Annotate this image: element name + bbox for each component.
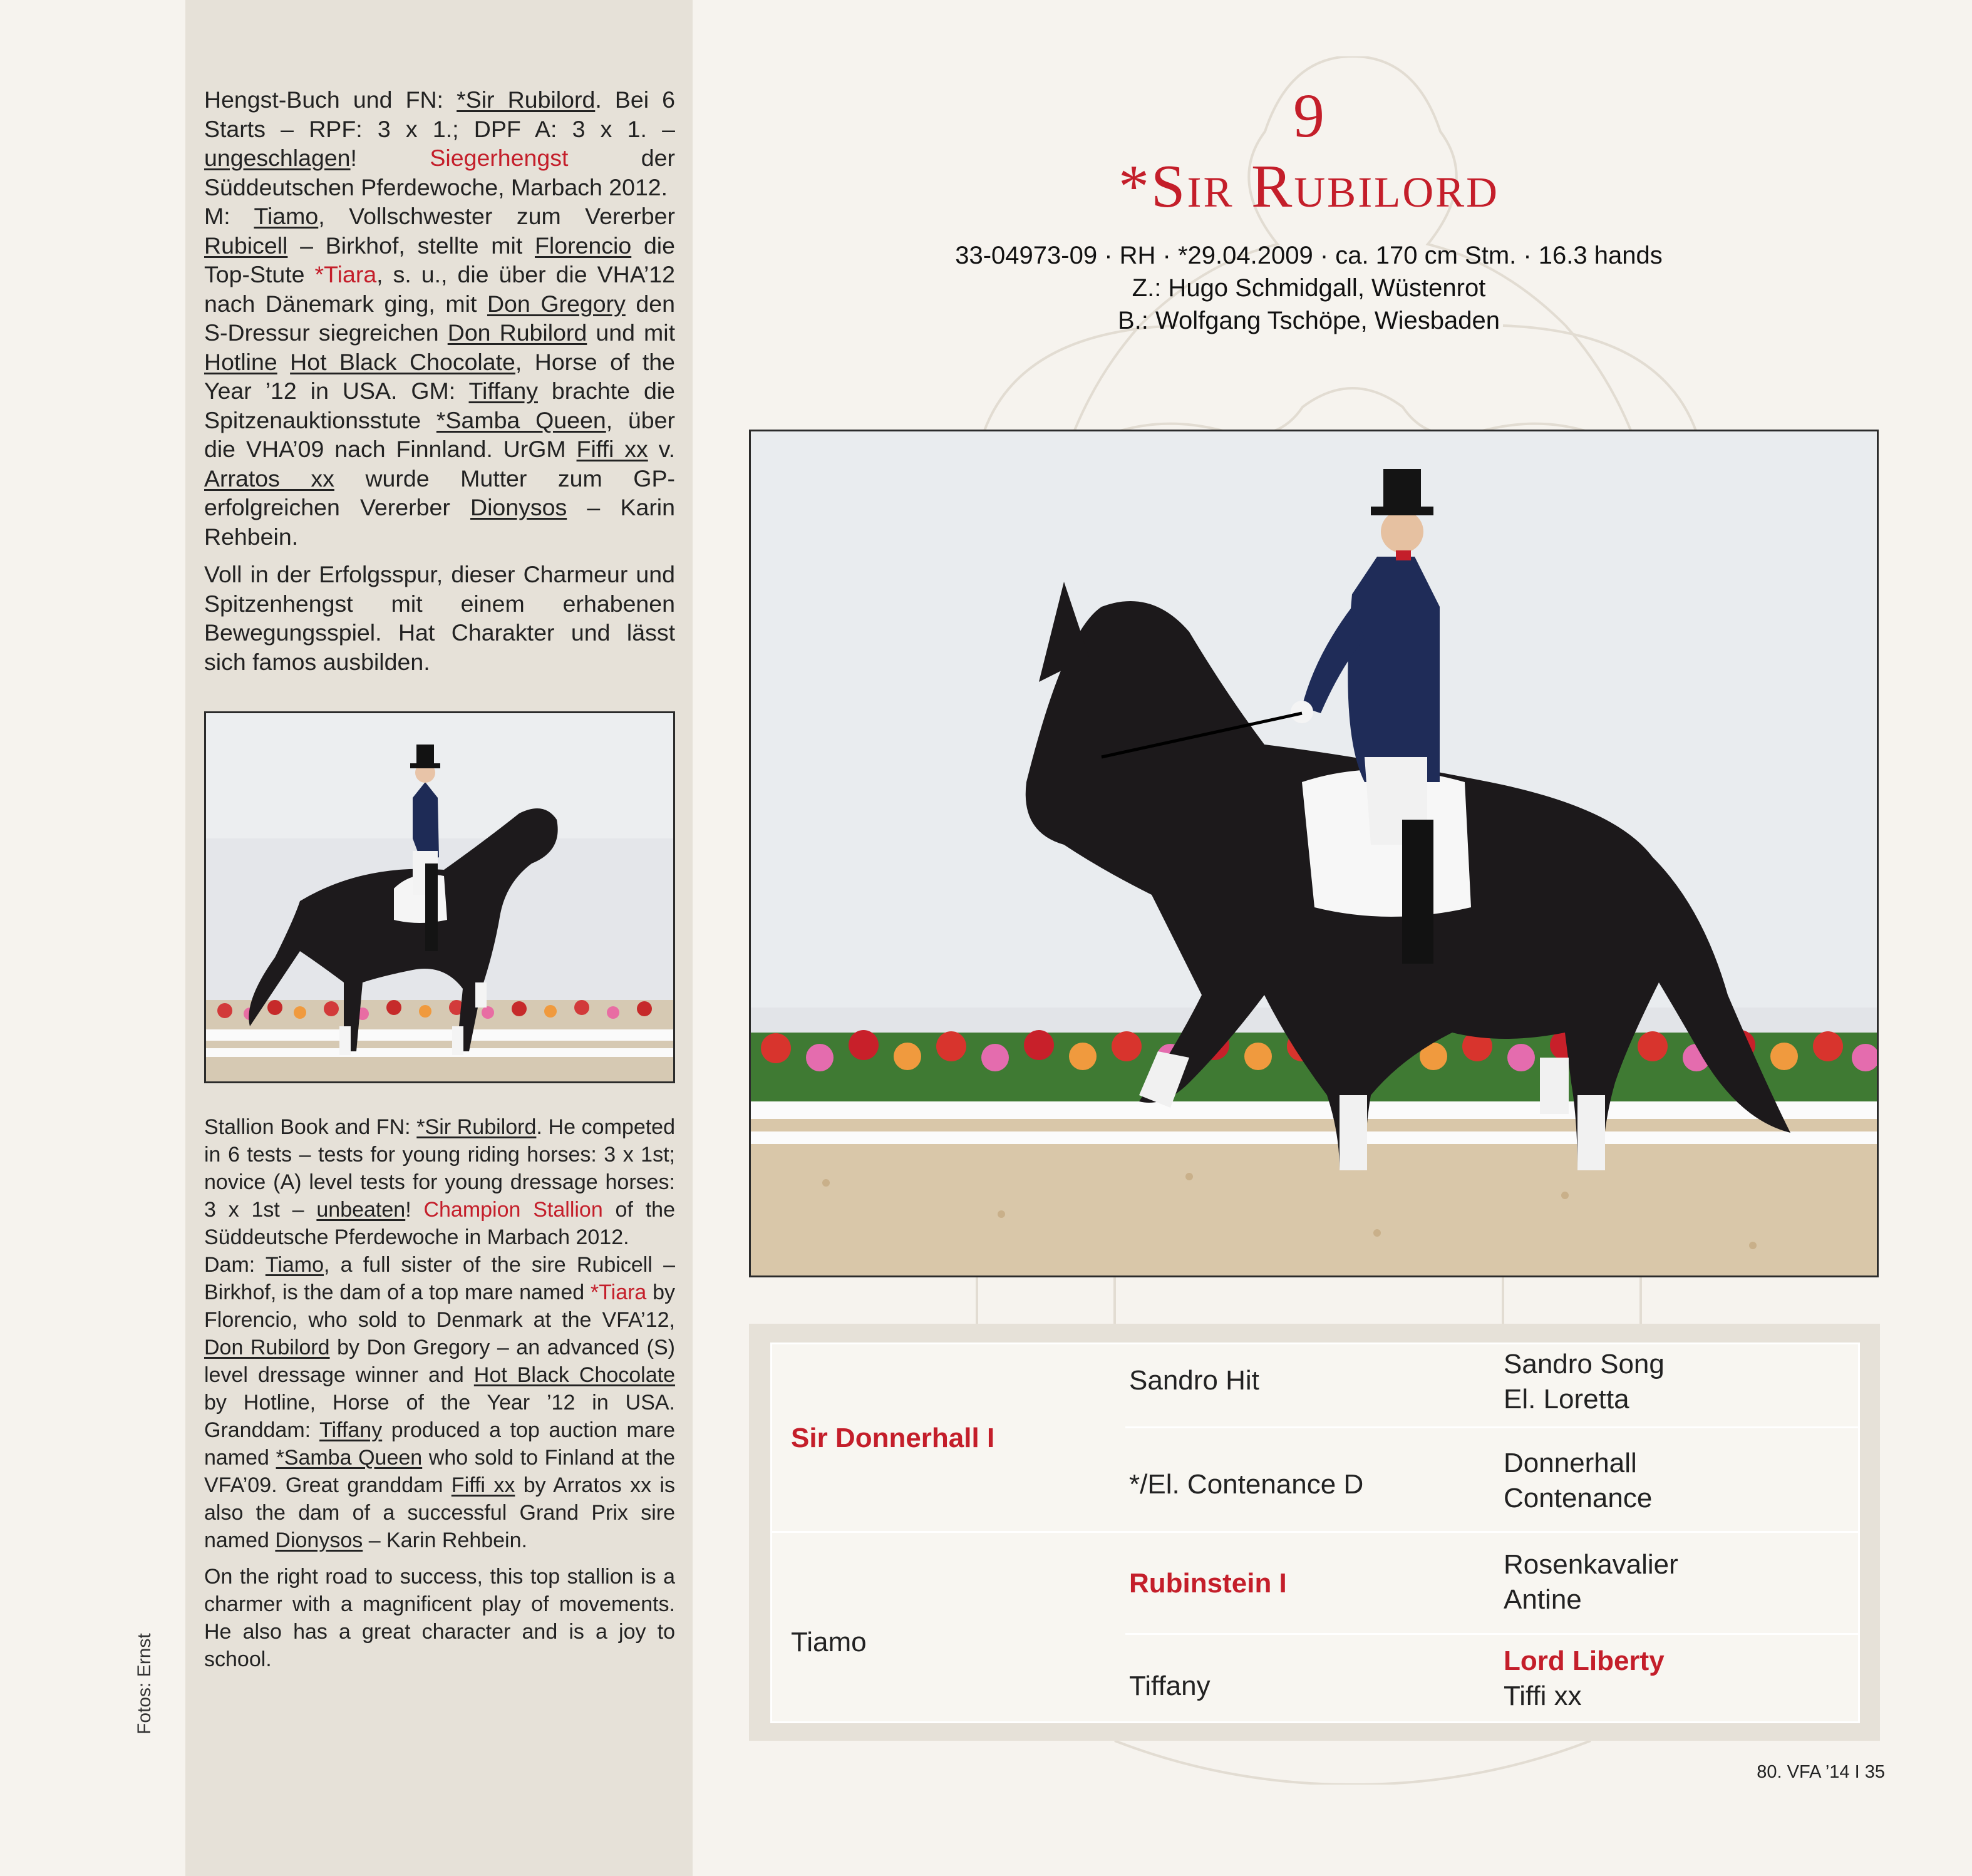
pedigree-sdd: Contenance xyxy=(1504,1483,1653,1513)
text-run: – Birkhof, stellte mit xyxy=(287,232,535,259)
pedigree-dsd: Antine xyxy=(1504,1584,1582,1615)
underlined-name: ungeschlagen xyxy=(204,145,351,171)
text-run: die Top-Stute xyxy=(204,232,675,287)
underlined-name: Rubicell xyxy=(204,232,288,259)
text-run: produced a top auction mare named xyxy=(204,1418,675,1470)
pedigree-divider-upper xyxy=(1125,1426,1858,1428)
highlight-text: *Tiara xyxy=(314,261,377,287)
text-run: , a full sister of the sire Rubicell – Birkhof, is the dam of a top mare named xyxy=(204,1253,675,1304)
underlined-name: Fiffi xx xyxy=(451,1473,515,1497)
underlined-name: unbeaten xyxy=(316,1198,406,1222)
pedigree-sds: Donnerhall xyxy=(1504,1448,1637,1478)
pedigree-sire-sire: Sandro Hit xyxy=(1129,1365,1259,1396)
german-paragraph-3 xyxy=(204,560,675,676)
text-run: Hengst-Buch und FN: xyxy=(204,86,457,113)
text-run: wurde Mutter zum GP-erfolgreichen Vererber xyxy=(204,465,675,520)
text-run: by Don Gregory – an advanced (S) level dressage winner and xyxy=(204,1336,675,1387)
text-run: den S-Dressur siegreichen xyxy=(204,290,675,346)
underlined-name: Don Rubilord xyxy=(204,1336,330,1359)
underlined-name: *Sir Rubilord xyxy=(416,1115,537,1139)
underlined-name: Tiamo xyxy=(254,203,319,229)
text-run: by Arratos xx is also the dam of a successful Grand Prix sire named xyxy=(204,1473,675,1552)
text-run: – Karin Rehbein. xyxy=(363,1528,527,1552)
underlined-name: Don Rubilord xyxy=(447,319,587,346)
text-run: – Karin Rehbein. xyxy=(204,494,675,550)
underlined-name: Florencio xyxy=(534,232,632,259)
page-folio: 80. VFA ’14 I 35 xyxy=(1757,1762,1885,1782)
owner-line: B.: Wolfgang Tschöpe, Wiesbaden xyxy=(1118,307,1500,334)
highlight-text: Siegerhengst xyxy=(430,145,569,171)
text-run: der Süddeutschen Pferdewoche, Marbach 2012. xyxy=(204,145,676,200)
pedigree-sire-dam: */El. Contenance D xyxy=(1129,1469,1364,1500)
text-run: On the right road to success, this top stallion is a charmer with a magnificent play of movements. He also has a great character and is a joy to school. xyxy=(204,1565,675,1671)
small-photo-horse-rider xyxy=(204,711,675,1083)
text-run: brachte die Spitzenauktionsstute xyxy=(204,378,675,433)
text-run: ! xyxy=(350,145,430,171)
text-run: by Hotline, Horse of the Year ’12 in USA. Granddam: xyxy=(204,1391,675,1442)
underlined-name: *Samba Queen xyxy=(276,1446,423,1470)
text-run: who sold to Finland at the VFA’09. Great granddam xyxy=(204,1446,675,1497)
pedigree-dam-sire: Rubinstein I xyxy=(1129,1568,1287,1599)
german-text xyxy=(204,85,675,685)
pedigree-ssd: El. Loretta xyxy=(1504,1384,1629,1415)
pedigree-sss: Sandro Song xyxy=(1504,1349,1665,1379)
english-text xyxy=(204,1113,675,1682)
text-run: , über die VHA’09 nach Finnland. UrGM xyxy=(204,406,675,462)
underlined-name: Hotline xyxy=(204,348,277,375)
underlined-name: *Samba Queen xyxy=(436,406,606,433)
english-paragraph-1 xyxy=(204,1113,675,1251)
pedigree-dds: Lord Liberty xyxy=(1504,1646,1665,1676)
text-run: Dam: xyxy=(204,1253,266,1277)
english-paragraph-3 xyxy=(204,1563,675,1673)
catalog-number: 9 xyxy=(1293,81,1324,150)
pedigree-sire: Sir Donnerhall I xyxy=(791,1423,995,1453)
text-run: v. xyxy=(648,436,676,462)
pedigree-dam-dam: Tiffany xyxy=(1129,1671,1211,1701)
pedigree-dss: Rosenkavalier xyxy=(1504,1549,1678,1580)
underlined-name: Tiamo xyxy=(265,1253,324,1277)
underlined-name: Dionysos xyxy=(470,494,567,520)
underlined-name: Dionysos xyxy=(275,1528,363,1552)
text-run xyxy=(277,349,290,375)
highlight-text: Champion Stallion xyxy=(423,1198,603,1222)
english-paragraph-2 xyxy=(204,1251,675,1554)
breeder-line: Z.: Hugo Schmidgall, Wüstenrot xyxy=(1132,274,1486,302)
horse-name-title: *Sir Rubilord xyxy=(1118,153,1500,220)
underlined-name: Don Gregory xyxy=(487,290,626,317)
text-run: , Horse of the Year ’12 in USA. GM: xyxy=(204,348,675,404)
underlined-name: Tiffany xyxy=(319,1418,383,1442)
pedigree-panel xyxy=(749,1324,1880,1741)
text-run: M: xyxy=(204,203,254,229)
german-paragraph-1 xyxy=(204,85,675,202)
german-paragraph-2 xyxy=(204,202,675,551)
underlined-name: Fiffi xx xyxy=(576,436,648,462)
underlined-name: Tiffany xyxy=(468,378,538,404)
text-run: , s. u., die über die VHA’12 nach Dänemark ging, mit xyxy=(204,261,675,317)
main-photo-horse-rider xyxy=(749,430,1879,1277)
pedigree-table xyxy=(770,1343,1860,1723)
underlined-name: Hot Black Chocolate xyxy=(290,348,515,375)
text-run: by Florencio, who sold to Denmark at the VFA’12, xyxy=(204,1281,675,1332)
underlined-name: Arratos xx xyxy=(204,465,334,492)
pedigree-divider-lower xyxy=(1125,1633,1858,1635)
highlight-text: *Tiara xyxy=(590,1281,647,1304)
text-run: . Bei 6 Starts – RPF: 3 x 1.; DPF A: 3 x 1. – xyxy=(204,86,676,142)
underlined-name: Hot Black Chocolate xyxy=(473,1363,676,1387)
text-run: ! xyxy=(405,1198,424,1222)
text-run: of the Süddeutsche Pferdewoche in Marbach 2012. xyxy=(204,1198,675,1249)
pedigree-ddd: Tiffi xx xyxy=(1504,1681,1582,1711)
pedigree-dam: Tiamo xyxy=(791,1627,867,1657)
text-run: , Vollschwester zum Vererber xyxy=(318,203,675,229)
text-run: . He competed in 6 tests – tests for young riding horses: 3 x 1st; novice (A) level tests for young dressage horses: 3 x 1st – xyxy=(204,1115,675,1222)
photo-credit: Fotos: Ernst xyxy=(134,1633,155,1734)
registration-line: 33-04973-09 · RH · *29.04.2009 · ca. 170 cm Stm. · 16.3 hands xyxy=(955,242,1663,269)
pedigree-divider-main xyxy=(772,1531,1858,1533)
text-run: und mit xyxy=(587,319,676,346)
underlined-name: *Sir Rubilord xyxy=(457,86,596,113)
text-run: Voll in der Erfolgsspur, dieser Charmeur und Spitzenhengst mit einem erhabenen Bewegungsspiel. Hat Charakter und lässt sich famos ausbilden. xyxy=(204,561,675,675)
text-run: Stallion Book and FN: xyxy=(204,1115,417,1139)
